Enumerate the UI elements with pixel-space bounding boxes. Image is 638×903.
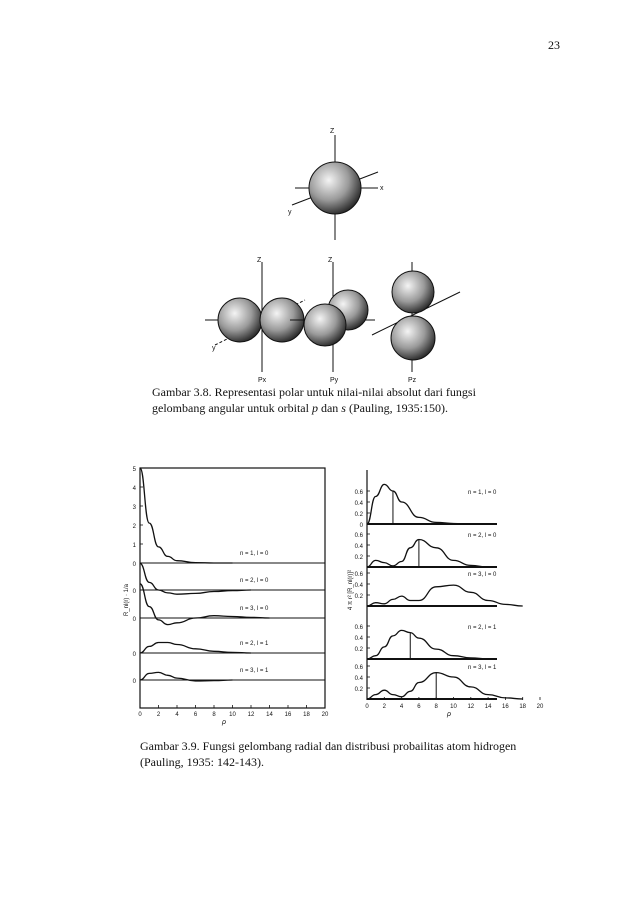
left-x-tick-label: 4	[175, 712, 179, 718]
left-x-tick-label: 18	[303, 712, 310, 718]
left-panel-zero-label: 0	[132, 562, 136, 568]
left-panel-label: n = 2, l = 1	[240, 641, 269, 647]
s-axis-x: x	[380, 185, 384, 192]
left-panel-label: n = 2, l = 0	[240, 578, 269, 584]
px-label: Px	[258, 377, 267, 384]
caption-1-p: p	[311, 401, 318, 415]
pz-label: Pz	[408, 377, 417, 384]
caption-1-suffix: (Pauling, 1935:150).	[345, 401, 448, 415]
right-y-tick-label: 0.6	[354, 490, 363, 496]
left-panel-zero-label: 0	[132, 652, 136, 658]
caption-1-s: s	[341, 401, 346, 415]
right-panel-label: n = 1, l = 0	[468, 490, 497, 496]
left-x-tick-label: 12	[247, 712, 255, 718]
py-axis-z: Z	[328, 257, 333, 264]
left-panel-label: n = 3, l = 1	[240, 668, 269, 674]
left-y-tick-label: 2	[132, 524, 136, 530]
right-panel-label: n = 2, l = 1	[468, 625, 497, 631]
left-panel-label: n = 1, l = 0	[240, 551, 269, 557]
right-y-tick-label: 0.6	[354, 625, 363, 631]
right-y-tick-label: 0.4	[354, 544, 363, 550]
left-panel-zero-label: 0	[132, 617, 136, 623]
left-x-tick-label: 20	[321, 712, 329, 718]
right-series-line	[367, 484, 471, 524]
right-series-line	[367, 673, 523, 699]
right-y-axis-label: 4 π r² [R_nl(r)]²	[348, 569, 354, 611]
right-x-tick-label: 20	[536, 704, 544, 710]
s-axis-y: y	[288, 209, 292, 216]
right-y-tick-label: 0.6	[354, 572, 363, 578]
left-y-tick-label: 3	[132, 505, 136, 511]
left-x-tick-label: 6	[193, 712, 198, 718]
right-y-tick-label: 0.2	[354, 687, 363, 693]
left-panel-zero-label: 0	[132, 679, 136, 685]
left-series-line	[140, 643, 251, 654]
left-panel-label: n = 3, l = 0	[240, 606, 269, 612]
right-y-tick-label: 0.2	[354, 555, 363, 561]
right-y-tick-label: 0.6	[354, 665, 363, 671]
caption-figure-3-9: Gambar 3.9. Fungsi gelombang radial dan distribusi probailitas atom hidrogen (Pauling, 1935: 142-143).	[140, 739, 517, 769]
left-y-tick-label: 5	[132, 467, 136, 473]
left-x-tick-label: 2	[156, 712, 161, 718]
left-series-line	[140, 468, 233, 563]
right-x-tick-label: 0	[365, 704, 369, 710]
right-x-tick-label: 6	[417, 704, 421, 710]
px-axis-z: Z	[257, 257, 262, 264]
right-y-tick-label: 0.6	[354, 533, 363, 539]
right-x-tick-label: 10	[450, 704, 457, 710]
left-x-tick-label: 16	[284, 712, 292, 718]
right-series-line	[367, 630, 488, 659]
right-panel-label: n = 3, l = 1	[468, 665, 497, 671]
right-series-line	[367, 540, 488, 568]
right-panel-label: n = 3, l = 0	[468, 572, 497, 578]
left-panel-zero-label: 0	[132, 589, 136, 595]
right-x-tick-label: 4	[399, 704, 404, 710]
px-axis-y: y	[212, 345, 216, 352]
right-y-tick-label: 0.4	[354, 636, 363, 642]
right-x-tick-label: 12	[467, 704, 475, 710]
right-y-tick-label: 0.4	[354, 501, 363, 507]
left-x-tick-label: 0	[138, 712, 142, 718]
right-x-tick-label: 16	[502, 704, 509, 710]
left-y-tick-label: 4	[132, 486, 136, 492]
left-chart-frame	[140, 468, 325, 708]
right-y-tick-label: 0.4	[354, 583, 363, 589]
right-y-tick-label: 0.2	[354, 594, 363, 600]
right-y-tick-label: 0.4	[354, 676, 363, 682]
right-x-tick-label: 14	[484, 704, 492, 710]
right-y-tick-label: 0	[359, 523, 363, 529]
right-y-tick-label: 0.2	[354, 512, 363, 518]
right-x-axis-label: ρ	[447, 711, 452, 718]
right-series-line	[367, 585, 523, 606]
right-panel-label: n = 2, l = 0	[468, 533, 497, 539]
left-x-tick-label: 8	[212, 712, 216, 718]
py-label: Py	[330, 377, 339, 384]
right-x-tick-label: 2	[382, 704, 386, 710]
left-y-axis-label: R_nl(r) · 1/a	[124, 583, 130, 617]
left-x-axis-label: ρ	[222, 719, 227, 726]
left-y-tick-label: 1	[132, 543, 136, 549]
caption-1-prefix: Gambar 3.8. Representasi polar untuk nilai-nilai absolut dari fungsi gelombang angular untuk orbital	[152, 385, 476, 415]
caption-1-middle: dan	[317, 401, 342, 415]
s-axis-z: Z	[330, 128, 335, 135]
right-y-tick-label: 0.2	[354, 647, 363, 653]
page-number: 23	[548, 38, 560, 52]
right-x-tick-label: 8	[434, 704, 438, 710]
right-x-tick-label: 18	[519, 704, 527, 710]
left-x-tick-label: 14	[266, 712, 273, 718]
left-x-tick-label: 10	[229, 712, 236, 718]
